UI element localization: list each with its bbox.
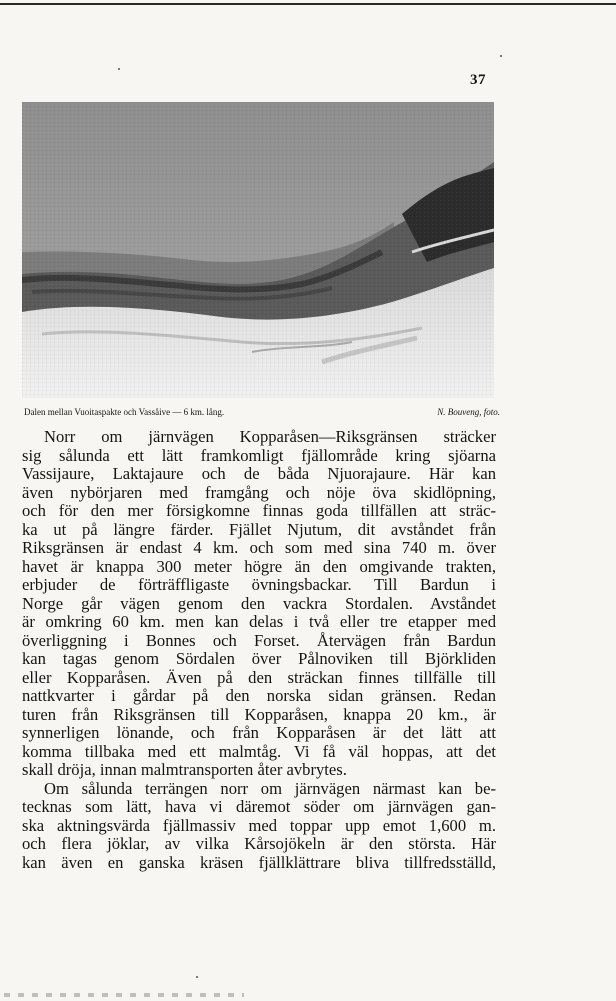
paragraph — [22, 780, 496, 873]
text-line: Norr om järnvägen Kopparåsen—Riksgränsen sträcker — [44, 428, 496, 446]
text-line: kan tagas genom Sördalen över Pålnoviken till Björkliden — [22, 650, 496, 668]
text-line: Om sålunda terrängen norr om järnvägen närmast kan be- — [44, 779, 496, 798]
text-line: ska aktningsvärda fjällmassiv med toppar upp emot 1,600 m. — [22, 816, 496, 835]
text-line: kan även en ganska kräsen fjällklättrare bliva tillfredsställd, — [22, 853, 496, 872]
text-line: turen från Riksgränsen till Kopparåsen, knappa 20 km., är — [22, 705, 496, 724]
text-line: erbjuder de förträffligaste övningsbackar. Till Bardun i — [22, 576, 496, 594]
landscape-photo — [22, 102, 494, 398]
paragraph — [22, 428, 496, 780]
text-line: och flera jöklar, av vilka Kårsojökeln är den största. Här — [22, 835, 496, 853]
caption-photo-credit: N. Bouveng, foto. — [437, 407, 500, 417]
text-line: sig sålunda ett lätt framkomligt fjällområde kring sjöarna — [22, 446, 496, 465]
text-line: nattkvarter i gårdar på den norska sidan gränsen. Redan — [22, 687, 496, 705]
text-line: synnerligen lönande, och från Kopparåsen är det lätt att — [22, 724, 496, 742]
text-line: havet är knappa 300 meter högre än den omgivande trakten, — [22, 557, 496, 576]
scan-speck — [500, 55, 502, 57]
text-line: Vassijaure, Laktajaure och de båda Njuorajaure. Här kan — [22, 465, 496, 483]
body-text — [22, 428, 496, 872]
scan-speck — [196, 976, 198, 978]
top-border-rule — [0, 3, 616, 5]
scan-speck — [118, 68, 120, 70]
figure-caption — [24, 405, 500, 419]
text-line: är omkring 60 km. men kan delas i två eller tre etapper med — [22, 613, 496, 631]
text-line: och för den mer försigkomne finnas goda tillfällen att sträc- — [22, 502, 496, 520]
text-line: ka ut på längre färder. Fjället Njutum, dit avståndet från — [22, 520, 496, 539]
text-line: överliggning i Bonnes och Forset. Återvägen från Bardun — [22, 631, 496, 650]
text-line: eller Kopparåsen. Även på den sträckan finnes tillfälle till — [22, 668, 496, 687]
caption-description: Dalen mellan Vuoitaspakte och Vassåive — 6 km. lång. — [24, 407, 225, 417]
text-line: tecknas som lätt, hava vi däremot söder om järnvägen gan- — [22, 798, 496, 816]
text-line: skall dröja, innan malmtransporten åter avbrytes. — [22, 761, 347, 779]
page-number: 37 — [470, 72, 486, 88]
text-line: Riksgränsen är endast 4 km. och som med sina 740 m. över — [22, 539, 496, 557]
text-line: även nybörjaren med framgång och nöje öva skidlöpning, — [22, 483, 496, 502]
text-line: komma tillbaka med ett malmtåg. Vi få väl hoppas, att det — [22, 742, 496, 761]
text-line: Norge går vägen genom den vackra Stordalen. Avståndet — [22, 594, 496, 613]
scan-artifact — [4, 993, 244, 997]
